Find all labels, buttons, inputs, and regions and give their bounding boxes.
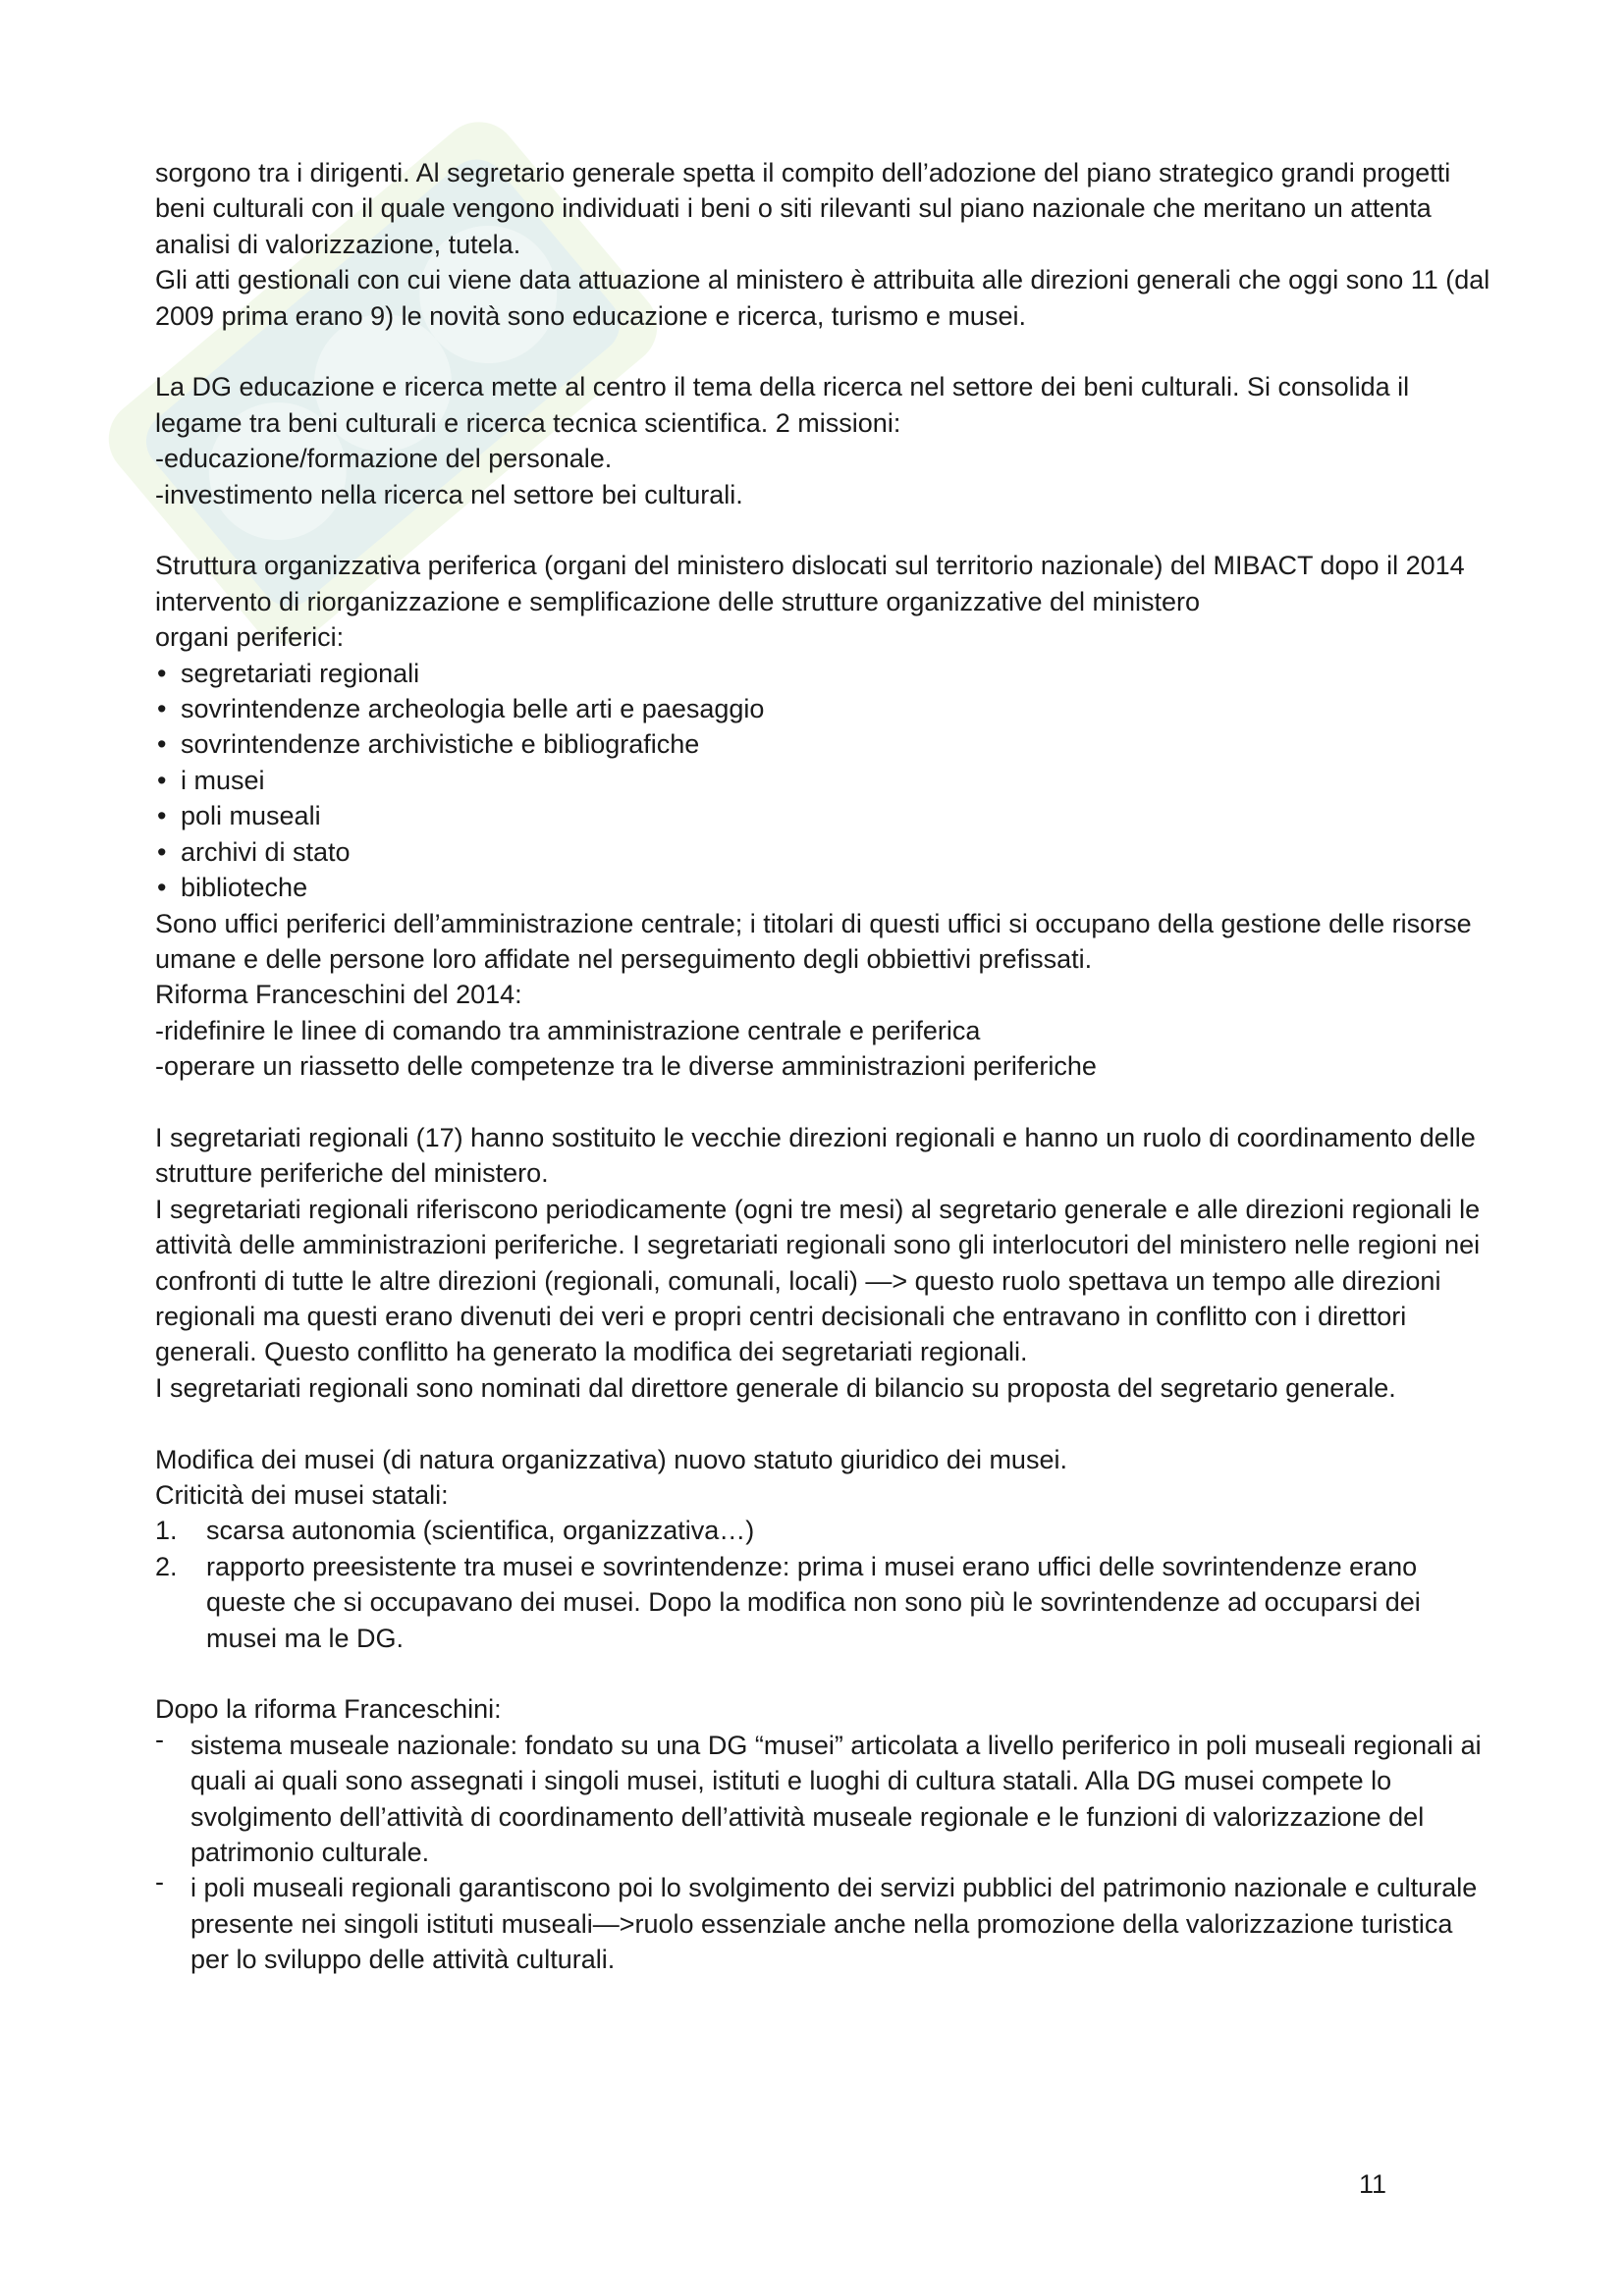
paragraph: Sono uffici periferici dell’amministrazione centrale; i titolari di questi uffici si occupano della gestione delle risorse umane e delle persone loro affidate nel perseguimento degli obbiettivi prefissati. bbox=[155, 908, 1472, 974]
list-text: i poli museali regionali garantiscono poi lo svolgimento dei servizi pubblici del patrimonio nazionale e culturale presente nei singoli istituti museali—>ruolo essenziale anche nella promozione della valorizzazione turistica per lo sviluppo delle attività culturali. bbox=[190, 1873, 1478, 1975]
paragraph: I segretariati regionali riferiscono periodicamente (ogni tre mesi) al segretario generale e alle direzioni regionali le attività delle amministrazioni periferiche. I segretariati regionali sono gli interlocutori del ministero nelle regioni nei confronti di tutte le altre direzioni (regionali, comunali, locali) —> questo ruolo spettava un tempo alle direzioni regionali ma questi erano divenuti dei veri e propri centri decisionali che entravano in conflitto con i direttori generali. Questo conflitto ha generato la modifica dei segretariati regionali. bbox=[155, 1194, 1481, 1367]
organi-list bbox=[155, 656, 1490, 906]
list-dash: - bbox=[155, 1724, 164, 1754]
list-number: 2. bbox=[155, 1551, 178, 1581]
paragraph: Criticità dei musei statali: bbox=[155, 1479, 449, 1510]
list-item: • i musei bbox=[155, 763, 1490, 798]
list-item: • biblioteche bbox=[155, 870, 1490, 905]
criticita-list bbox=[155, 1513, 1490, 1656]
riforma-list bbox=[155, 1724, 1490, 1978]
list-item: • sovrintendenze archeologia belle arti e paesaggio bbox=[155, 691, 1490, 726]
paragraph: Modifica dei musei (di natura organizzativa) nuovo statuto giuridico dei musei. bbox=[155, 1444, 1067, 1474]
list-text: scarsa autonomia (scientifica, organizzativa…) bbox=[206, 1516, 755, 1546]
document-body bbox=[155, 155, 1490, 1978]
paragraph: -educazione/formazione del personale. bbox=[155, 444, 613, 474]
list-dash: - bbox=[155, 1867, 164, 1897]
paragraph: La DG educazione e ricerca mette al centro il tema della ricerca nel settore dei beni culturali. Si consolida il legame tra beni culturali e ricerca tecnica scientifica. 2 missioni: bbox=[155, 372, 1410, 438]
list-text: sistema museale nazionale: fondato su una DG “musei” articolata a livello periferico in poli museali regionali ai quali ai quali sono assegnati i singoli musei, istituti e luoghi di cultura statali. Alla DG musei compete lo svolgimento dell’attività di coordinamento dell’attività museale regionale e le funzioni di valorizzazione del patrimonio culturale. bbox=[190, 1730, 1482, 1868]
list-number: 1. bbox=[155, 1516, 178, 1546]
paragraph: -ridefinire le linee di comando tra amministrazione centrale e periferica bbox=[155, 1015, 981, 1045]
list-text: rapporto preesistente tra musei e sovrintendenze: prima i musei erano uffici delle sovrintendenze erano queste che si occupavano dei musei. Dopo la modifica non sono più le sovrintendenze ad occuparsi dei musei ma le DG. bbox=[206, 1551, 1421, 1653]
list-item: • poli museali bbox=[155, 798, 1490, 833]
list-item: • segretariati regionali bbox=[155, 656, 1490, 691]
list-item bbox=[155, 1867, 1490, 1977]
paragraph: Riforma Franceschini del 2014: bbox=[155, 980, 522, 1010]
list-item bbox=[155, 1724, 1490, 1871]
paragraph: I segretariati regionali (17) hanno sostituito le vecchie direzioni regionali e hanno un ruolo di coordinamento delle strutture periferiche del ministero. bbox=[155, 1122, 1476, 1189]
page-number: 11 bbox=[1359, 2169, 1387, 2199]
paragraph: -operare un riassetto delle competenze tra le diverse amministrazioni periferiche bbox=[155, 1051, 1097, 1082]
paragraph: -investimento nella ricerca nel settore bei culturali. bbox=[155, 479, 743, 509]
list-item: • sovrintendenze archivistiche e bibliografiche bbox=[155, 726, 1490, 762]
paragraph: Dopo la riforma Franceschini: bbox=[155, 1694, 502, 1725]
paragraph: I segretariati regionali sono nominati dal direttore generale di bilancio su proposta del segretario generale. bbox=[155, 1372, 1396, 1403]
list-item bbox=[155, 1513, 1490, 1548]
paragraph: sorgono tra i dirigenti. Al segretario generale spetta il compito dell’adozione del piano strategico grandi progetti beni culturali con il quale vengono individuati i beni o siti rilevanti sul piano nazionale che meritano un attenta analisi di valorizzazione, tutela. bbox=[155, 158, 1451, 259]
paragraph: organi periferici: bbox=[155, 622, 345, 653]
paragraph: Gli atti gestionali con cui viene data attuazione al ministero è attribuita alle direzioni generali che oggi sono 11 (dal 2009 prima erano 9) le novità sono educazione e ricerca, turismo e musei. bbox=[155, 265, 1490, 331]
list-item: • archivi di stato bbox=[155, 834, 1490, 870]
paragraph: Struttura organizzativa periferica (organi del ministero dislocati sul territorio nazionale) del MIBACT dopo il 2014 intervento di riorganizzazione e semplificazione delle strutture organizzative del ministero bbox=[155, 551, 1465, 616]
list-item bbox=[155, 1549, 1490, 1656]
